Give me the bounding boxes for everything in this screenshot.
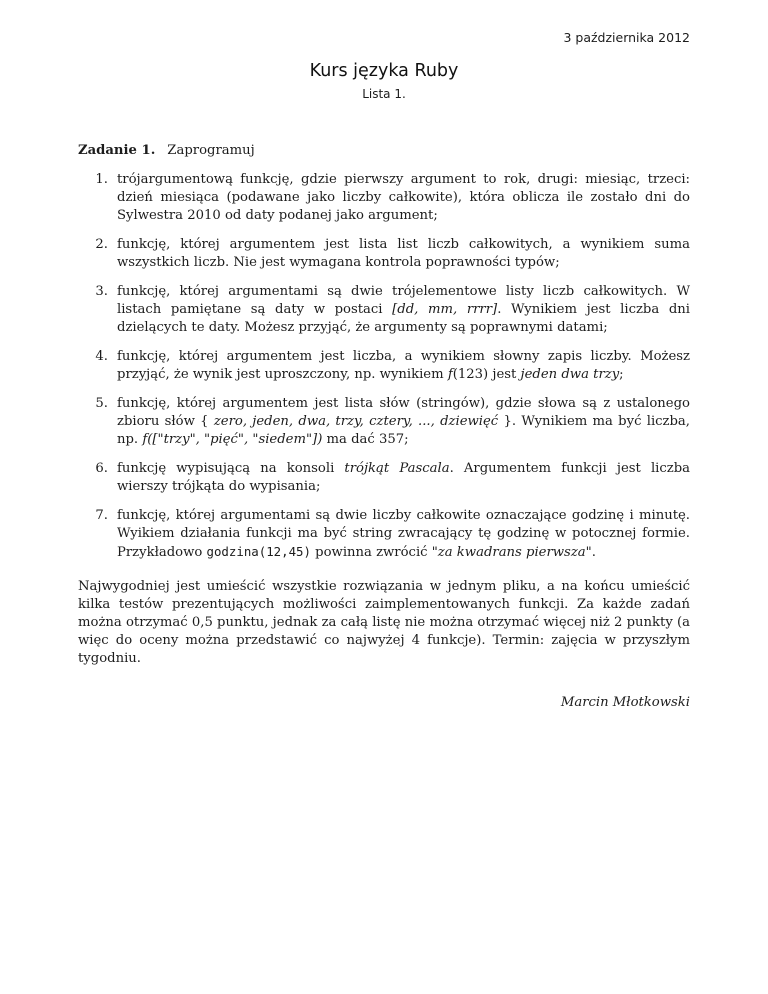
list-item-1 [78,171,690,225]
item-number: 7. [95,508,108,523]
item-number: 1. [95,172,108,187]
item-text: funkcję, której argumentem jest lista list liczb całkowitych, a wynikiem suma wszystkich liczb. Nie jest wymagana kontrola poprawności typów; [117,237,690,270]
task-label: Zadanie 1. [78,143,156,158]
signature: Marcin Młotkowski [560,695,690,710]
item-number: 6. [95,461,108,476]
task-intro: Zaprogramuj [167,143,255,158]
list-item-3 [78,283,690,337]
task-heading [78,143,690,158]
task-list [78,171,690,562]
item-number: 4. [95,349,108,364]
item-text: trójargumentową funkcję, gdzie pierwszy argument to rok, drugi: miesiąc, trzeci: dzień miesiąca (podawane jako liczby całkowite), która oblicza ile zostało dni do Sylwestra 2010 od daty podanej jako argument; [117,172,690,223]
item-text: funkcję, której argumentem jest liczba, a wynikiem słowny zapis liczby. Możesz przyjąć, że wynik jest uproszczony, np. wynikiem f(123) jest jeden dwa trzy; [117,349,690,382]
list-item-5 [78,395,690,449]
item-number: 5. [95,396,108,411]
item-number: 3. [95,284,108,299]
closing-paragraph: Najwygodniej jest umieścić wszystkie rozwiązania w jednym pliku, a na końcu umieścić kilka testów prezentujących możliwości zaimplementowanych funkcji. Za każde zadań można otrzymać 0,5 punktu, jednak za całą listę nie można otrzymać więcej niż 2 punkty (a więc do oceny można przedstawić co najwyżej 4 funkcje). Termin: zajęcia w przyszłym tygodniu. [78,579,690,666]
list-item-7 [78,507,690,562]
list-item-6 [78,460,690,496]
list-item-2 [78,236,690,272]
item-text: funkcję, której argumentami są dwie liczby całkowite oznaczające godzinę i minutę. Wyikiem działania funkcji ma być string zwracający tę godzinę w potocznej formie. Przykładowo godzina(12,45) powinna zwrócić "za kwadrans pierwsza". [117,508,690,560]
list-item-4 [78,348,690,384]
item-text: funkcję wypisującą na konsoli trójkąt Pascala. Argumentem funkcji jest liczba wierszy trójkąta do wypisania; [117,461,691,494]
document-subtitle: Lista 1. [362,87,406,101]
item-number: 2. [95,237,108,252]
item-text: funkcję, której argumentami są dwie trójelementowe listy liczb całkowitych. W listach pamiętane są daty w postaci [dd, mm, rrrr]. Wynikiem jest liczba dni dzielących te daty. Możesz przyjąć, że argumenty są poprawnymi datami; [117,284,690,335]
item-text: funkcję, której argumentem jest lista słów (stringów), gdzie słowa są z ustalonego zbioru słów { zero, jeden, dwa, trzy, cztery, ..., dziewięć }. Wynikiem ma być liczba, np. f(["trzy", "pięć", "siedem"]) ma dać 357; [117,396,690,447]
document-date: 3 października 2012 [563,30,690,45]
document-title: Kurs języka Ruby [309,61,459,81]
